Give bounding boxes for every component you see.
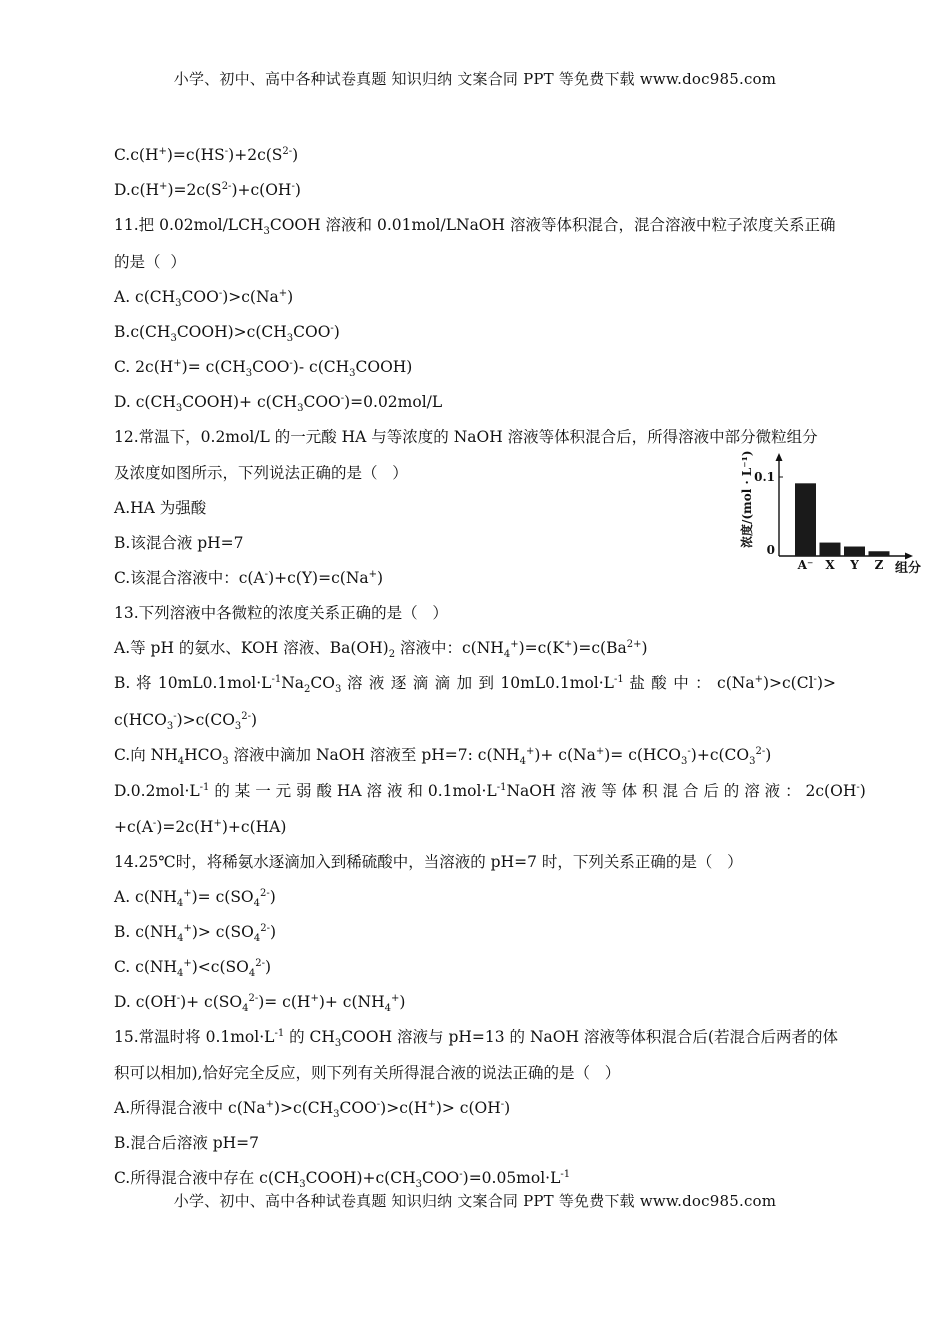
chart-ytick-label-zero: 0 <box>766 543 775 557</box>
q12-option-c: C.该混合溶液中：c(A-)+c(Y)=c(Na+) <box>114 568 384 587</box>
q13-option-d-cont: +c(A-)=2c(H+)+c(HA) <box>114 817 287 836</box>
q11-stem: 11.把 $0.02mol/LCH_3COOH$ 溶液和 0.01mol/LNaOH 溶液等体积混合，混合溶液中粒子浓度关系正确 <box>114 216 836 238</box>
q14-option-d: D. $c(OH^-)+ c(SO_4^{2-})= c(H^+)+ c(NH_4^+)$ <box>114 992 406 1015</box>
chart-category-label-2: X <box>825 558 835 572</box>
chart-ylabel: 浓度/(mol · L⁻¹) <box>740 450 754 548</box>
q14-stem: 14.25℃时，将稀氨水逐滴加入到稀硫酸中，当溶液的 pH=7 时，下列关系正确的是（ ） <box>114 853 743 871</box>
page-header: 小学、初中、高中各种试卷真题 知识归纳 文案合同 PPT 等免费下载 www.doc985.com <box>173 70 777 88</box>
q15-option-b: B.混合后溶液 pH=7 <box>114 1134 260 1152</box>
q11-option-c: C. $2c(H^+)= c(CH_3COO^-)-$ $c(CH_3COOH)$ <box>114 357 413 380</box>
q15-stem-cont: 积可以相加),恰好完全反应，则下列有关所得混合液的说法正确的是（ ） <box>114 1064 621 1082</box>
chart-category-label-3: Y <box>850 558 859 572</box>
q10-option-c: $C.c(H^+)=c(HS^-)+2c(S^{2-})$ <box>114 145 299 164</box>
q11-option-b: $B.c(CH_3COOH)>c(CH_3COO^-)$ <box>114 322 340 345</box>
q15-option-a: A.所得混合液中 $c(Na^+)>c(CH_3COO^-)>c(H^+)> c(OH^-)$ <box>114 1098 511 1121</box>
q15-stem: 15.常温时将 $0.1mol\cdot L^{-1}$ 的 $CH_3COOH$ 溶液与 pH=13 的 NaOH 溶液等体积混合后(若混合后两者的体 <box>114 1027 838 1050</box>
q13-option-a: A.等 pH 的氨水、KOH 溶液、$Ba(OH)_2$ 溶液中：$c(NH_4^+)=c(K^+)=c(Ba^{2+})$ <box>114 638 648 661</box>
chart-category-label-1: A⁻ <box>797 558 814 572</box>
chart-xlabel: 组分 <box>895 561 922 576</box>
q13-stem: 13.下列溶液中各微粒的浓度关系正确的是（ ） <box>114 604 448 622</box>
q14-option-a: A. $c(NH_4^+)= c(SO_4^{2-})$ <box>114 887 276 910</box>
q11-option-a: A. $c(CH_3COO^-)>c(Na^+)$ <box>114 287 294 310</box>
chart-bar-1 <box>795 483 816 556</box>
chart-bar-4 <box>869 551 890 556</box>
chart-ytick-label-top: 0.1 <box>754 470 775 484</box>
q12-option-b: B.该混合液 pH=7 <box>114 534 244 552</box>
q14-option-c: C. $c(NH_4^+)<c(SO_4^{2-})$ <box>114 957 272 980</box>
chart-bar-2 <box>820 543 841 556</box>
concentration-bar-chart <box>735 450 935 580</box>
q12-option-a: A.HA 为强酸 <box>114 499 207 517</box>
q11-option-d: D. $c(CH_3COOH)+ c(CH_3COO^-)=0.02mol/L$ <box>114 392 443 415</box>
q15-option-c: C.所得混合液中存在 $c(CH_3COOH)+c(CH_3COO^-)=0.05mol\cdot L^{-1}$ <box>114 1168 571 1191</box>
q13-option-c: C.向 $NH_4HCO_3$ 溶液中滴加 NaOH 溶液至 pH=7: $c(NH_4^+)+ c(Na^+)= c(HCO_3^-)+c(CO_3^{2-})$ <box>114 745 772 768</box>
q12-stem-cont: 及浓度如图所示，下列说法正确的是（ ） <box>114 464 408 482</box>
q13-option-b-cont: $c(HCO_3^-)>c(CO_3^{2-})$ <box>114 710 258 733</box>
chart-category-label-4: Z <box>874 558 884 572</box>
q13-option-b: B. 将 $10mL0.1mol\cdot L^{-1}Na_2CO_3$ 溶 液 逐 滴 滴 加 到 $10mL0.1mol\cdot L^{-1}$ 盐 酸 中 ： c(Na+)>c(Cl-)> <box>114 673 836 696</box>
q10-option-d: $D.c(H^+)=2c(S^{2-})+c(OH^-)$ <box>114 180 301 199</box>
q12-stem: 12.常温下，0.2mol/L 的一元酸 HA 与等浓度的 NaOH 溶液等体积混合后，所得溶液中部分微粒组分 <box>114 428 818 446</box>
chart-bar-3 <box>844 547 865 556</box>
q11-stem-cont: 的是（ ） <box>114 253 186 271</box>
q14-option-b: B. $c(NH_4^+)> c(SO_4^{2-})$ <box>114 922 277 945</box>
page-footer: 小学、初中、高中各种试卷真题 知识归纳 文案合同 PPT 等免费下载 www.doc985.com <box>173 1192 777 1210</box>
chart-y-arrow <box>776 453 783 461</box>
chart-x-arrow <box>905 553 913 560</box>
q13-option-d: $D.0.2mol\cdot L^{-1}$ 的 某 一 元 弱 酸 HA 溶 液 和 $0.1mol\cdot L^{-1}NaOH$ 溶 液 等 体 积 混 合 后 的 溶 液 ： 2c(OH-) <box>114 781 866 800</box>
